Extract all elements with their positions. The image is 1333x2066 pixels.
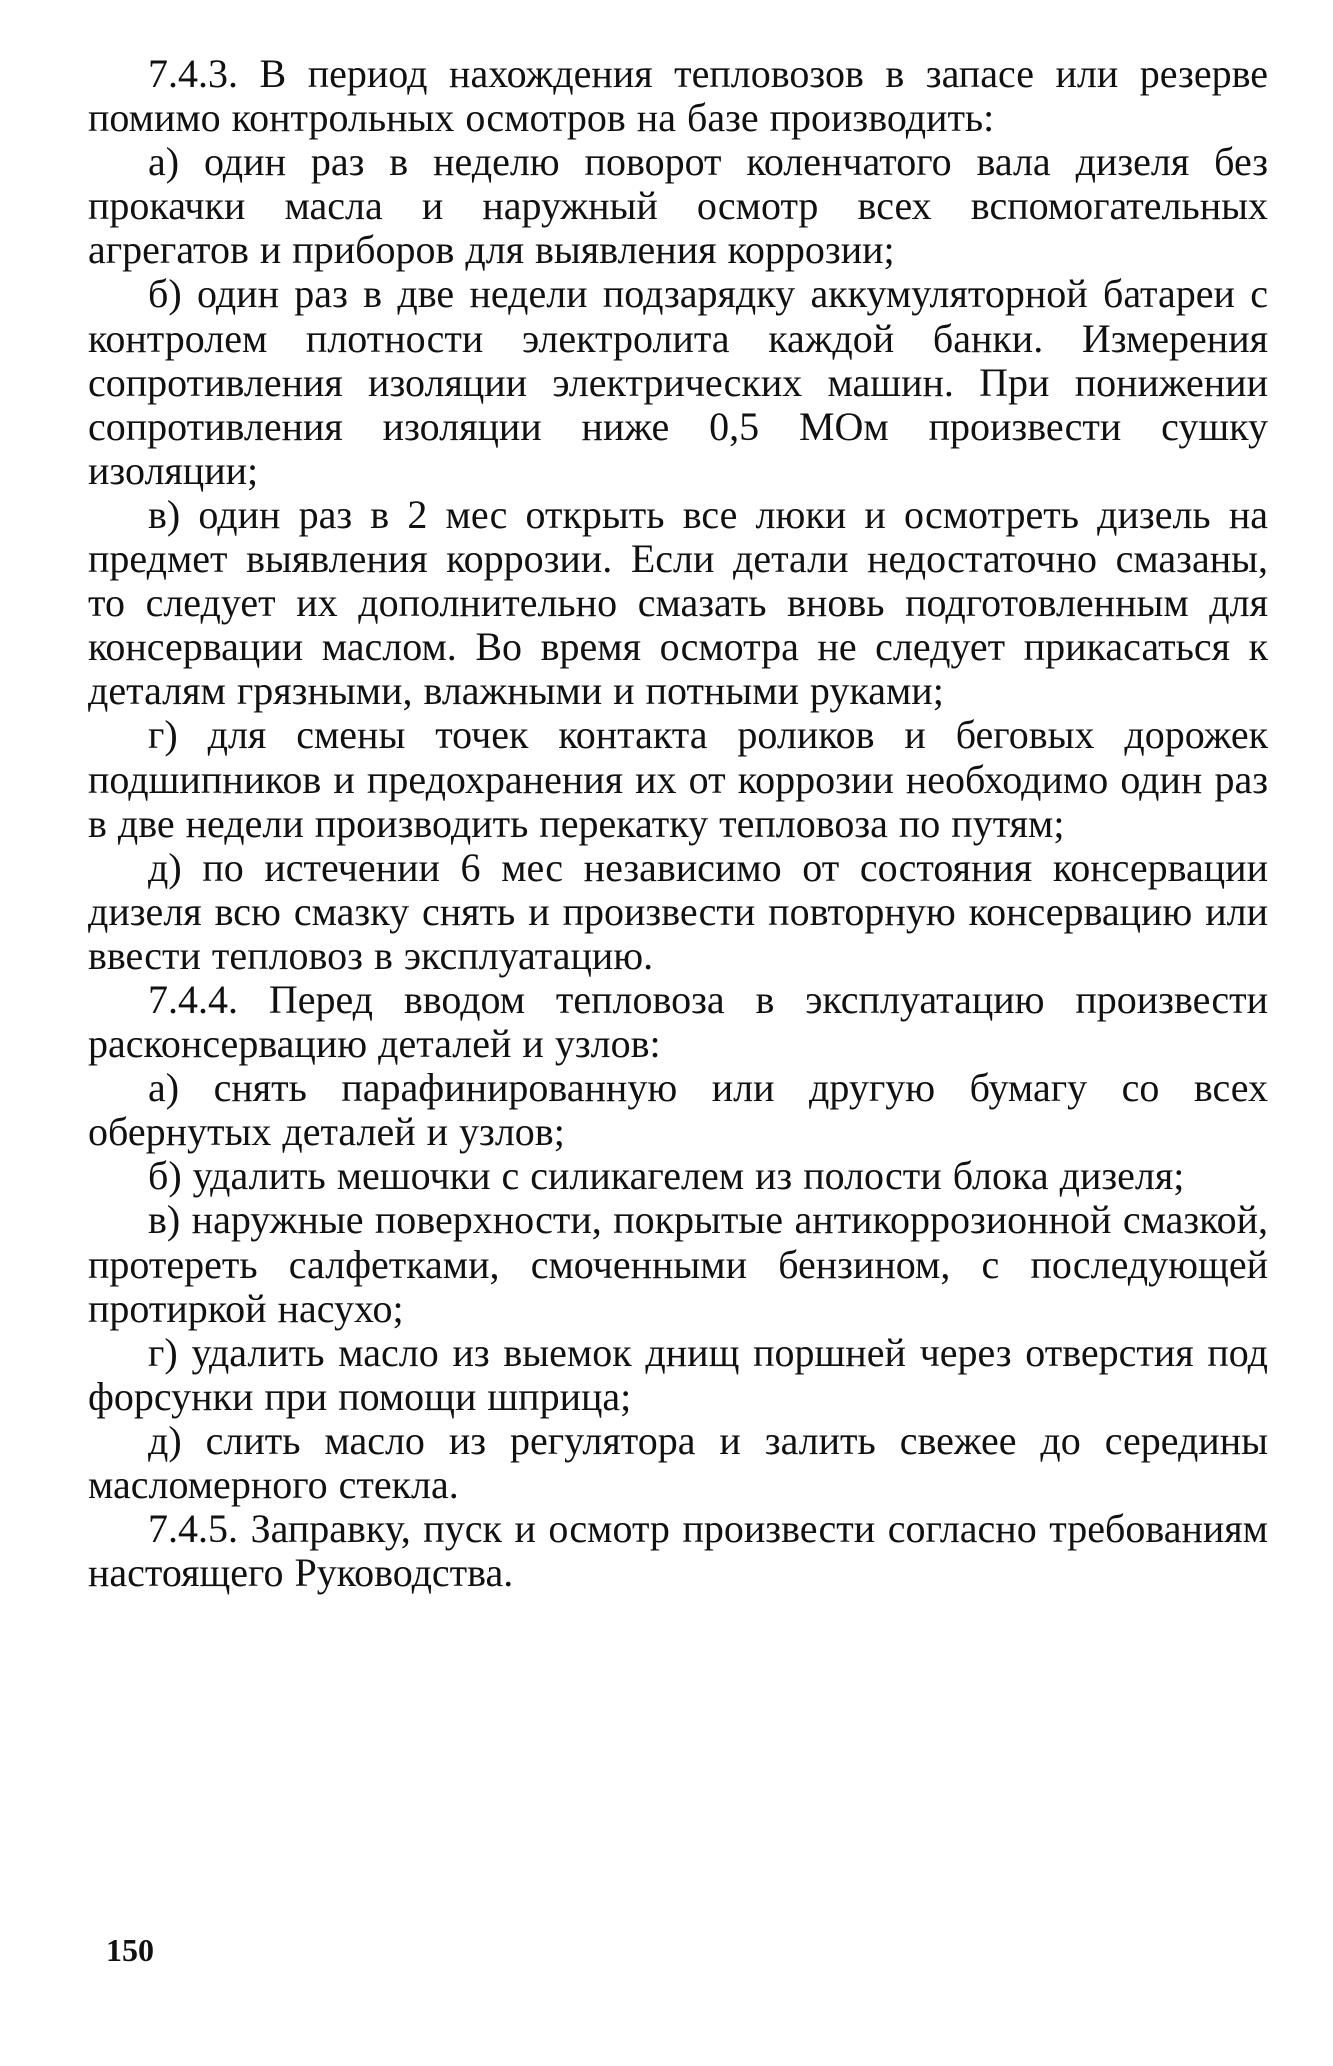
list-item-a: а) один раз в неделю поворот коленчатого вала дизеля без прокачки масла и наружный осмотр всех вспомогательных агрегатов и приборов для выявления коррозии;	[88, 139, 1268, 273]
list-item-v: в) один раз в 2 мес открыть все люки и осмотреть дизель на предмет выявления коррозии. Если детали недостаточно смазаны, то следует их дополнительно смазать вновь подготовленным для консервации маслом. Во время осмотра не следует прикасаться к деталям грязными, влажными и потными руками;	[88, 491, 1268, 714]
list-item-g-2: г) удалить масло из выемок днищ поршней через отверстия под форсунки при помощи шприца;	[88, 1329, 1268, 1419]
list-item-a-2: а) снять парафинированную или другую бумагу со всех обернутых деталей и узлов;	[88, 1065, 1268, 1155]
list-item-d: д) по истечении 6 мес независимо от состояния консервации дизеля всю смазку снять и произвести повторную консервацию или ввести тепловоз в эксплуатацию.	[88, 844, 1268, 978]
paragraph-7-4-4: 7.4.4. Перед вводом тепловоза в эксплуатацию произвести расконсервацию деталей и узлов:	[88, 976, 1268, 1067]
list-item-d-2: д) слить масло из регулятора и залить свежее до середины масломерного стекла.	[88, 1417, 1268, 1507]
list-item-b: б) один раз в две недели подзарядку аккумуляторной батареи с контролем плотности электролита каждой банки. Измерения сопротивления изоляции электрических машин. При понижении сопротивления изоляции ниже 0,5 МОм произвести сушку изоляции;	[88, 271, 1268, 493]
paragraph-7-4-5: 7.4.5. Заправку, пуск и осмотр произвести согласно требованиям настоящего Руководства.	[88, 1506, 1268, 1596]
page-body	[88, 52, 1268, 1595]
list-item-g: г) для смены точек контакта роликов и беговых дорожек подшипников и предохранения их от коррозии необходимо один раз в две недели производить перекатку тепловоза по путям;	[88, 712, 1268, 846]
page-number: 150	[106, 1932, 154, 1968]
paragraph-7-4-3: 7.4.3. В период нахождения тепловозов в запасе или резерве помимо контрольных осмотров на базе производить:	[88, 51, 1268, 141]
list-item-v-2: в) наружные поверхности, покрытые антикоррозионной смазкой, протереть салфетками, смоченными бензином, с последующей протиркой насухо;	[88, 1197, 1268, 1331]
list-item-b-2: б) удалить мешочки с силикагелем из полости блока дизеля;	[148, 1153, 1185, 1199]
